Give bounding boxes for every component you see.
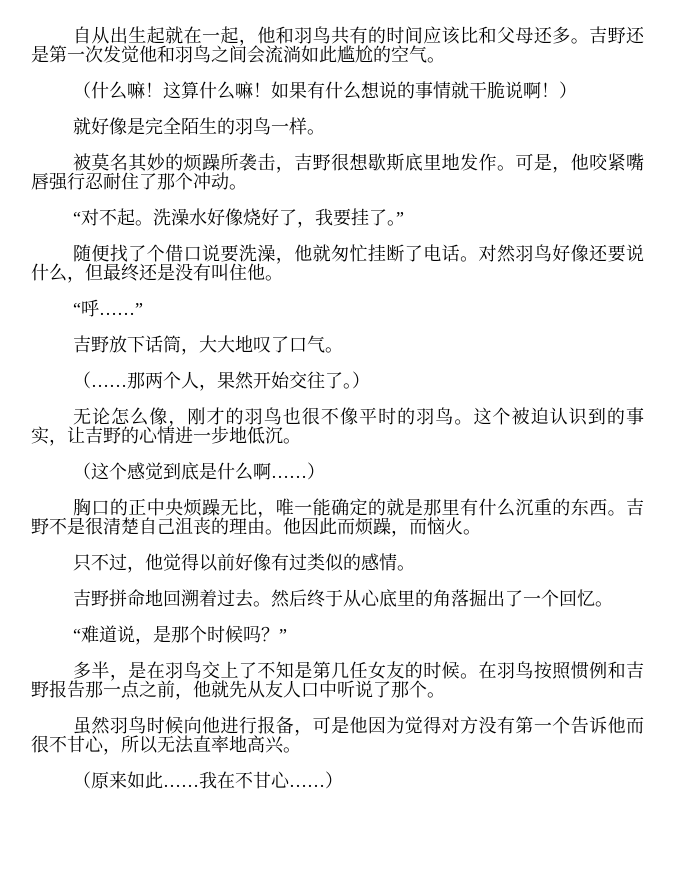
paragraph: 只不过，他觉得以前好像有过类似的感情。 [73,553,415,573]
paragraph: “难道说，是那个时候吗？” [73,625,287,645]
paragraph: 多半，是在羽鸟交上了不知是第几任女友的时候。在羽鸟按照惯例和吉野报告那一点之前，他就先从友人口中听说了那个。 [31,661,644,700]
paragraph: （……那两个人，果然开始交往了。） [73,371,370,391]
paragraph: 自从出生起就在一起，他和羽鸟共有的时间应该比和父母还多。吉野还是第一次发觉他和羽鸟之间会流淌如此尴尬的空气。 [31,26,644,65]
paragraph: 吉野拼命地回溯着过去。然后终于从心底里的角落掘出了一个回忆。 [73,589,613,609]
paragraph: （这个感觉到底是什么啊……） [73,462,325,482]
paragraph: （什么嘛！这算什么嘛！如果有什么想说的事情就干脆说啊！） [73,81,577,101]
paragraph: “呼……” [73,299,143,319]
paragraph: 无论怎么像，刚才的羽鸟也很不像平时的羽鸟。这个被迫认识到的事实，让吉野的心情进一步地低沉。 [31,407,644,446]
paragraph: 胸口的正中央烦躁无比，唯一能确定的就是那里有什么沉重的东西。吉野不是很清楚自己沮丧的理由。他因此而烦躁，而恼火。 [31,498,644,537]
paragraph: “对不起。洗澡水好像烧好了，我要挂了。” [73,208,404,228]
paragraph: 就好像是完全陌生的羽鸟一样。 [73,117,325,137]
paragraph: （原来如此……我在不甘心……） [73,771,343,791]
paragraph: 吉野放下话筒，大大地叹了口气。 [73,335,343,355]
paragraph: 虽然羽鸟时候向他进行报备，可是他因为觉得对方没有第一个告诉他而很不甘心，所以无法直率地高兴。 [31,716,644,755]
paragraph: 被莫名其妙的烦躁所袭击，吉野很想歇斯底里地发作。可是，他咬紧嘴唇强行忍耐住了那个冲动。 [31,153,644,192]
paragraph: 随便找了个借口说要洗澡，他就匆忙挂断了电话。对然羽鸟好像还要说什么，但最终还是没有叫住他。 [31,244,644,283]
